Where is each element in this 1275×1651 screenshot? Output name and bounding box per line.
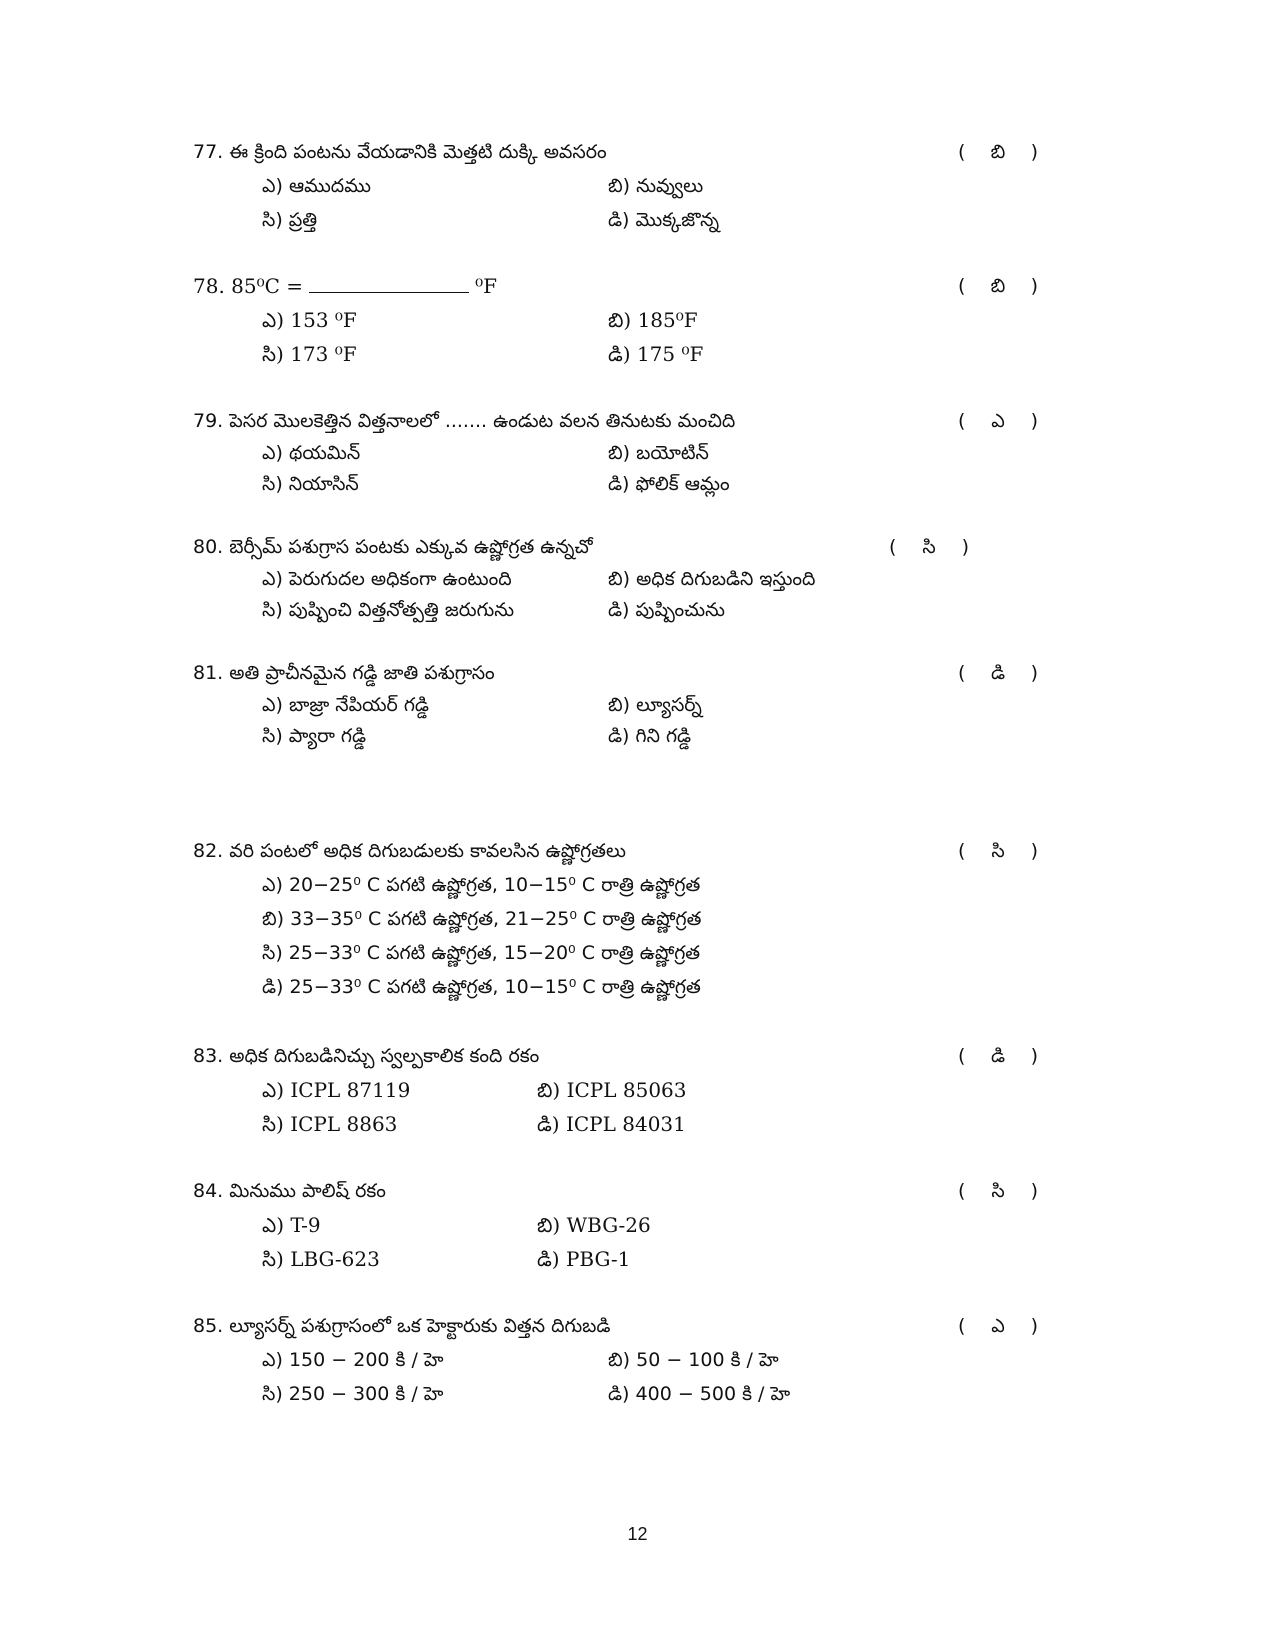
option-b: బి) బయోటిన్ [608,442,709,464]
question-unit: ⁰F [475,274,497,298]
answer-key [958,1044,1038,1068]
answer-open: ( [889,536,897,558]
option-c: సి) 173 ⁰F [262,342,357,366]
option-b: బి) ICPL 85063 [537,1078,687,1102]
question-79 [193,409,735,433]
question-77 [193,140,607,164]
option-d: డి) పుష్పించును [608,599,726,621]
option-a: ఎ) T-9 [262,1213,321,1237]
answer-key [958,1314,1038,1338]
page-number: 12 [627,1524,648,1544]
option-a: ఎ) ICPL 87119 [262,1078,411,1102]
answer-close: ) [1030,1045,1038,1067]
fill-blank [309,274,469,293]
question-text: ల్యూసర్న్ పశుగ్రాసంలో ఒక హెక్టారుకు విత్తన దిగుబడి [229,1315,611,1337]
answer-key [889,535,969,559]
question-text: అధిక దిగుబడినిచ్చు స్వల్పకాలిక కంది రకం [229,1045,540,1067]
option-b: బి) నువ్వులు [608,175,704,197]
question-82 [193,839,626,863]
answer-letter: డి [990,1045,1006,1067]
question-number: 83. [193,1045,224,1067]
question-number: 82. [193,840,224,862]
question-number: 81. [193,662,224,684]
answer-key [958,409,1038,433]
option-b: బి) WBG-26 [537,1213,651,1237]
answer-open: ( [958,1180,966,1202]
answer-open: ( [958,840,966,862]
answer-close: ) [1030,1180,1038,1202]
option-a: ఎ) ఆముదము [262,175,371,197]
answer-letter: సి [991,840,1005,862]
answer-letter: సి [922,536,936,558]
answer-open: ( [958,141,966,163]
question-text: ఈ క్రింది పంటను వేయడానికి మెత్తటి దుక్కి అవసరం [229,141,607,163]
answer-close: ) [1030,141,1038,163]
answer-key [958,661,1038,685]
answer-open: ( [958,410,966,432]
option-c: సి) 25−33⁰ C పగటి ఉష్ణోగ్రత, 15−20⁰ C రాత్రి ఉష్ణోగ్రత [262,942,701,964]
option-b: బి) 33−35⁰ C పగటి ఉష్ణోగ్రత, 21−25⁰ C రాత్రి ఉష్ణోగ్రత [262,908,702,930]
question-text: మినుము పాలిష్ రకం [229,1180,386,1202]
question-text: బెర్సీమ్ పశుగ్రాస పంటకు ఎక్కువ ఉష్ణోగ్రత ఉన్నచో [229,536,593,558]
option-d: డి) ఫోలిక్ ఆమ్లం [608,473,730,495]
option-c: సి) ICPL 8863 [262,1112,398,1136]
option-c: సి) ప్యారా గడ్డి [262,725,367,747]
option-d: డి) 175 ⁰F [608,342,704,366]
question-80 [193,535,593,559]
question-text: వరి పంటలో అధిక దిగుబడులకు కావలసిన ఉష్ణోగ్రతలు [229,840,626,862]
option-b: బి) ల్యూసర్న్ [608,694,702,716]
question-81 [193,661,495,685]
option-b: బి) 50 − 100 కి / హె [608,1349,779,1371]
question-number: 77. [193,141,224,163]
answer-close: ) [1030,840,1038,862]
answer-close: ) [1030,410,1038,432]
answer-letter: సి [991,1180,1005,1202]
option-d: డి) మొక్కజొన్న [608,209,720,231]
question-number: 85. [193,1315,224,1337]
option-c: సి) 250 − 300 కి / హె [262,1383,444,1405]
option-b: బి) 185⁰F [608,308,698,332]
answer-key [958,274,1038,298]
answer-key [958,1179,1038,1203]
option-d: డి) 25−33⁰ C పగటి ఉష్ణోగ్రత, 10−15⁰ C రాత్రి ఉష్ణోగ్రత [262,976,701,998]
question-number: 80. [193,536,224,558]
option-c: సి) LBG-623 [262,1247,380,1271]
question-number: 79. [193,410,224,432]
question-83 [193,1044,539,1068]
answer-close: ) [1030,1315,1038,1337]
answer-key [958,839,1038,863]
answer-open: ( [958,1045,966,1067]
option-c: సి) నియాసిన్ [262,473,359,495]
question-text: పెసర మొలకెత్తిన విత్తనాలలో ....... ఉండుట వలన తినుటకు మంచిది [229,410,736,432]
option-c: సి) ప్రత్తి [262,209,318,231]
option-d: డి) గిని గడ్డి [608,725,692,747]
option-a: ఎ) థయమిన్ [262,442,361,464]
option-a: ఎ) 153 ⁰F [262,308,357,332]
answer-close: ) [1030,662,1038,684]
option-a: ఎ) 150 − 200 కి / హె [262,1349,444,1371]
option-a: ఎ) బాజ్రా నేపియర్ గడ్డి [262,694,429,716]
option-d: డి) PBG-1 [537,1247,631,1271]
answer-open: ( [958,275,966,297]
answer-letter: బి [990,141,1006,163]
question-78 [193,274,497,298]
question-text: 85⁰C = [231,274,304,298]
answer-open: ( [958,662,966,684]
answer-letter: ఎ [991,1315,1005,1337]
answer-letter: ఎ [991,410,1005,432]
question-text: అతి ప్రాచీనమైన గడ్డి జాతి పశుగ్రాసం [229,662,495,684]
answer-close: ) [961,536,969,558]
option-c: సి) పుష్పించి విత్తనోత్పత్తి జరుగును [262,599,515,621]
answer-key [958,140,1038,164]
option-d: డి) 400 − 500 కి / హె [608,1383,791,1405]
option-d: డి) ICPL 84031 [537,1112,686,1136]
option-a: ఎ) పెరుగుదల అధికంగా ఉంటుంది [262,568,512,590]
question-85 [193,1314,610,1338]
question-number: 84. [193,1180,224,1202]
option-a: ఎ) 20−25⁰ C పగటి ఉష్ణోగ్రత, 10−15⁰ C రాత్రి ఉష్ణోగ్రత [262,874,701,896]
answer-letter: బి [990,275,1006,297]
answer-letter: డి [990,662,1006,684]
question-number: 78. [193,274,225,298]
answer-open: ( [958,1315,966,1337]
option-b: బి) అధిక దిగుబడిని ఇస్తుంది [608,568,816,590]
question-84 [193,1179,386,1203]
answer-close: ) [1030,275,1038,297]
